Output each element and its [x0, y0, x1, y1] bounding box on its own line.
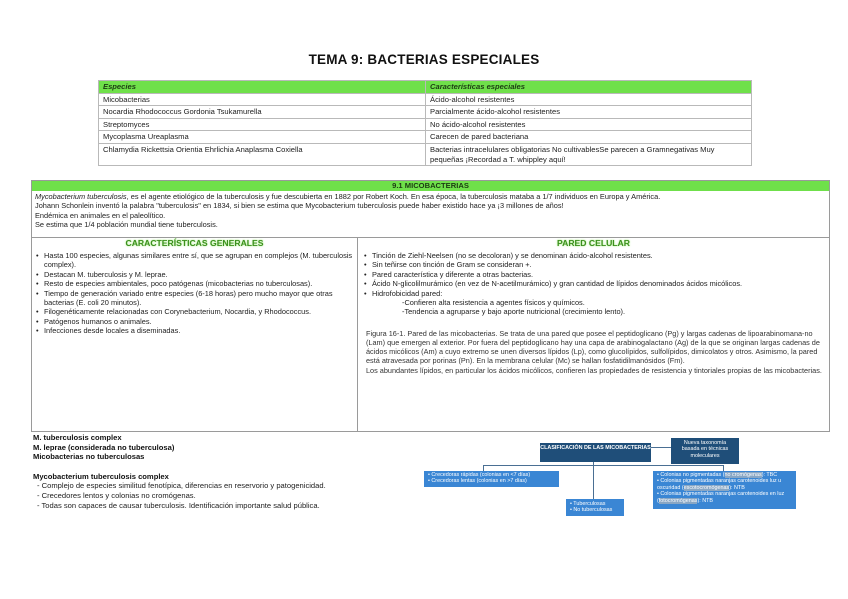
box-item: • Colonias pigmentadas naranjas carotenoides luz u oscuridad (escotocromógenas): NTB [657, 478, 782, 491]
list-item: • Hidrofobicidad pared: [366, 289, 823, 298]
box-item: • Colonias no pigmentadas (no cromógenas): TBC [657, 472, 778, 478]
box-item: • Crecedoras rápidas (colonias en <7 días) [428, 472, 531, 478]
highlight: no cromógenas [724, 472, 762, 478]
box-item: • No tuberculosas [570, 507, 613, 514]
connector-line [483, 465, 723, 466]
table-cell: Bacterias intracelulares obligatorias No cultivablesSe parecen a Gramnegativas Muy pequeñas ¡Recordad a T. whippley aquí! [426, 143, 752, 165]
list-item: • Patógenos humanos o animales. [44, 317, 353, 326]
list-item: • Ácido N-glicolilmurámico (en vez de N-acetilmurámico) y gran cantidad de lípidos denominados ácidos micólicos. [366, 279, 823, 288]
general-characteristics-column [32, 237, 358, 432]
classification-diagram [423, 437, 798, 527]
section-header: 9.1 MICOBACTERIAS [32, 181, 829, 191]
cell-wall-title: PARED CELULAR [557, 238, 630, 248]
list-item: - Todas son capaces de causar tuberculosis. Identificación importante salud pública. [37, 500, 320, 510]
table-row [99, 118, 752, 131]
list-item: • Pared característica y diferente a otras bacterias. [366, 270, 823, 279]
intro-line: Johann Schonlein inventó la palabra "tuberculosis" en 1834, si bien se estima que Mycobacterium tuberculosis puede haber existido hace ya ¡3 millones de años! [35, 201, 564, 211]
table-cell: Mycoplasma Ureaplasma [99, 131, 426, 144]
table-header: Características especiales [426, 81, 752, 94]
figure-caption [366, 329, 823, 375]
growth-rate-box [424, 471, 559, 487]
list-item: • Infecciones desde locales a diseminadas. [44, 326, 353, 335]
group-label: Micobacterias no tuberculosas [33, 452, 145, 462]
table-row [99, 131, 752, 144]
intro-line: Se estima que 1/4 población mundial tiene tuberculosis. [35, 219, 218, 229]
group-label: M. leprae (considerada no tuberculosa) [33, 442, 175, 452]
list-item: • Tiempo de generación variado entre especies (6-18 horas) pero mucho mayor que otras bacterias (E. coli 20 minutos). [44, 289, 353, 308]
list-item: • Tinción de Ziehl-Neelsen (no se decoloran) y se denominan ácido-alcohol resistentes. [366, 251, 823, 260]
species-table [98, 80, 752, 166]
table-cell: Streptomyces [99, 118, 426, 131]
table-cell: Micobacterias [99, 93, 426, 106]
cell-wall-list [358, 251, 829, 298]
section-intro [35, 192, 825, 229]
species-name: Mycobacterium tuberculosis [35, 192, 127, 201]
figure-text: Los abundantes lípidos, en particular los ácidos micólicos, confieren las propiedades de resistencia y tintoriales propias de las micobacterias. [366, 365, 822, 375]
intro-text: , es el agente etiológico de la tuberculosis y fue descubierta en 1882 por Robert Koch. En esa época, la tuberculosis mataba a 1/7 individuos en Europa y América. [126, 192, 661, 201]
taxonomy-box: Nueva taxonomía basada en técnicas moleculares [671, 438, 739, 464]
figure-text: Figura 16-1. Pared de las micobacterias. Se trata de una pared que posee el peptidoglicano (Pg) y largas cadenas de lipoarabinomana-no (Lam) que emergen al exterior. Por fuera del peptidoglicano hay una capa de arabinogalactano (Ag) de la que se originan largas cadenas de ácidos micólicos (Am) a cuyo extremo se unen diversos lípidos (Lp), como glucolípidos, sulfolípidos, dimicolatos y otros. Asimismo, la pared está atravesada por porinas (Pn). En la membrana celular (Mc) se hallan fosfatidilmanósidos (Fm). [366, 328, 820, 366]
mycobacteria-section [31, 180, 830, 432]
general-characteristics-title: CARACTERÍSTICAS GENERALES [125, 238, 264, 248]
table-cell: Parcialmente ácido-alcohol resistentes [426, 106, 752, 119]
table-row [99, 143, 752, 165]
table-row [99, 106, 752, 119]
box-item: • Crecedoras lentas (colonias en >7 días) [428, 478, 527, 485]
table-row [99, 93, 752, 106]
list-item: • Hasta 100 especies, algunas similares entre sí, que se agrupan en complejos (M. tuberculosis complex). [44, 251, 353, 270]
list-item: • Sin teñirse con tinción de Gram se consideran +. [366, 260, 823, 269]
connector-line [593, 461, 594, 499]
list-item: • Filogenéticamente relacionadas con Corynebacterium, Nocardia, y Rhodococcus. [44, 307, 353, 316]
tuberculosis-box [566, 499, 624, 516]
highlight: escotocromógenas [683, 484, 730, 491]
box-item: • Tuberculosas [570, 501, 606, 507]
table-cell: No ácido-alcohol resistentes [426, 118, 752, 131]
pigmentation-box [653, 471, 796, 509]
table-cell: Ácido-alcohol resistentes [426, 93, 752, 106]
connector-line [651, 447, 671, 448]
box-item: • Colonias pigmentadas naranjas carotenoides en luz (fotocromógenas): NTB [657, 491, 785, 504]
cell-wall-column [358, 237, 829, 432]
table-cell: Chlamydia Rickettsia Orientia Ehrlichia Anaplasma Coxiella [99, 143, 426, 165]
list-item: - Crecedores lentos y colonias no cromógenas. [37, 490, 196, 500]
group-label: M. tuberculosis complex [33, 433, 122, 442]
general-characteristics-list [32, 251, 357, 336]
page-title: TEMA 9: BACTERIAS ESPECIALES [308, 52, 540, 67]
complex-title: Mycobacterium tuberculosis complex [33, 471, 169, 481]
classification-title-box: CLASIFICACIÓN DE LAS MICOBACTERIAS [540, 443, 651, 462]
sub-item: -Tendencia a agruparse y bajo aporte nutricional (crecimiento lento). [402, 307, 626, 317]
table-header-row [99, 81, 752, 94]
table-cell: Nocardia Rhodococcus Gordonia Tsukamurella [99, 106, 426, 119]
list-item: • Resto de especies ambientales, poco patógenas (micobacterias no tuberculosas). [44, 279, 353, 288]
table-header: Especies [99, 81, 426, 94]
intro-line: Endémica en animales en el paleolítico. [35, 210, 166, 220]
bottom-notes [33, 433, 413, 510]
table-cell: Carecen de pared bacteriana [426, 131, 752, 144]
list-item: - Complejo de especies similitud fenotípica, diferencias en reservorio y patogenicidad. [37, 481, 326, 491]
list-item: • Destacan M. tuberculosis y M. leprae. [44, 270, 353, 279]
intro-line [35, 192, 825, 201]
highlight: fotocromógenas [658, 497, 698, 504]
sub-item: -Confieren alta resistencia a agentes físicos y químicos. [402, 298, 585, 308]
